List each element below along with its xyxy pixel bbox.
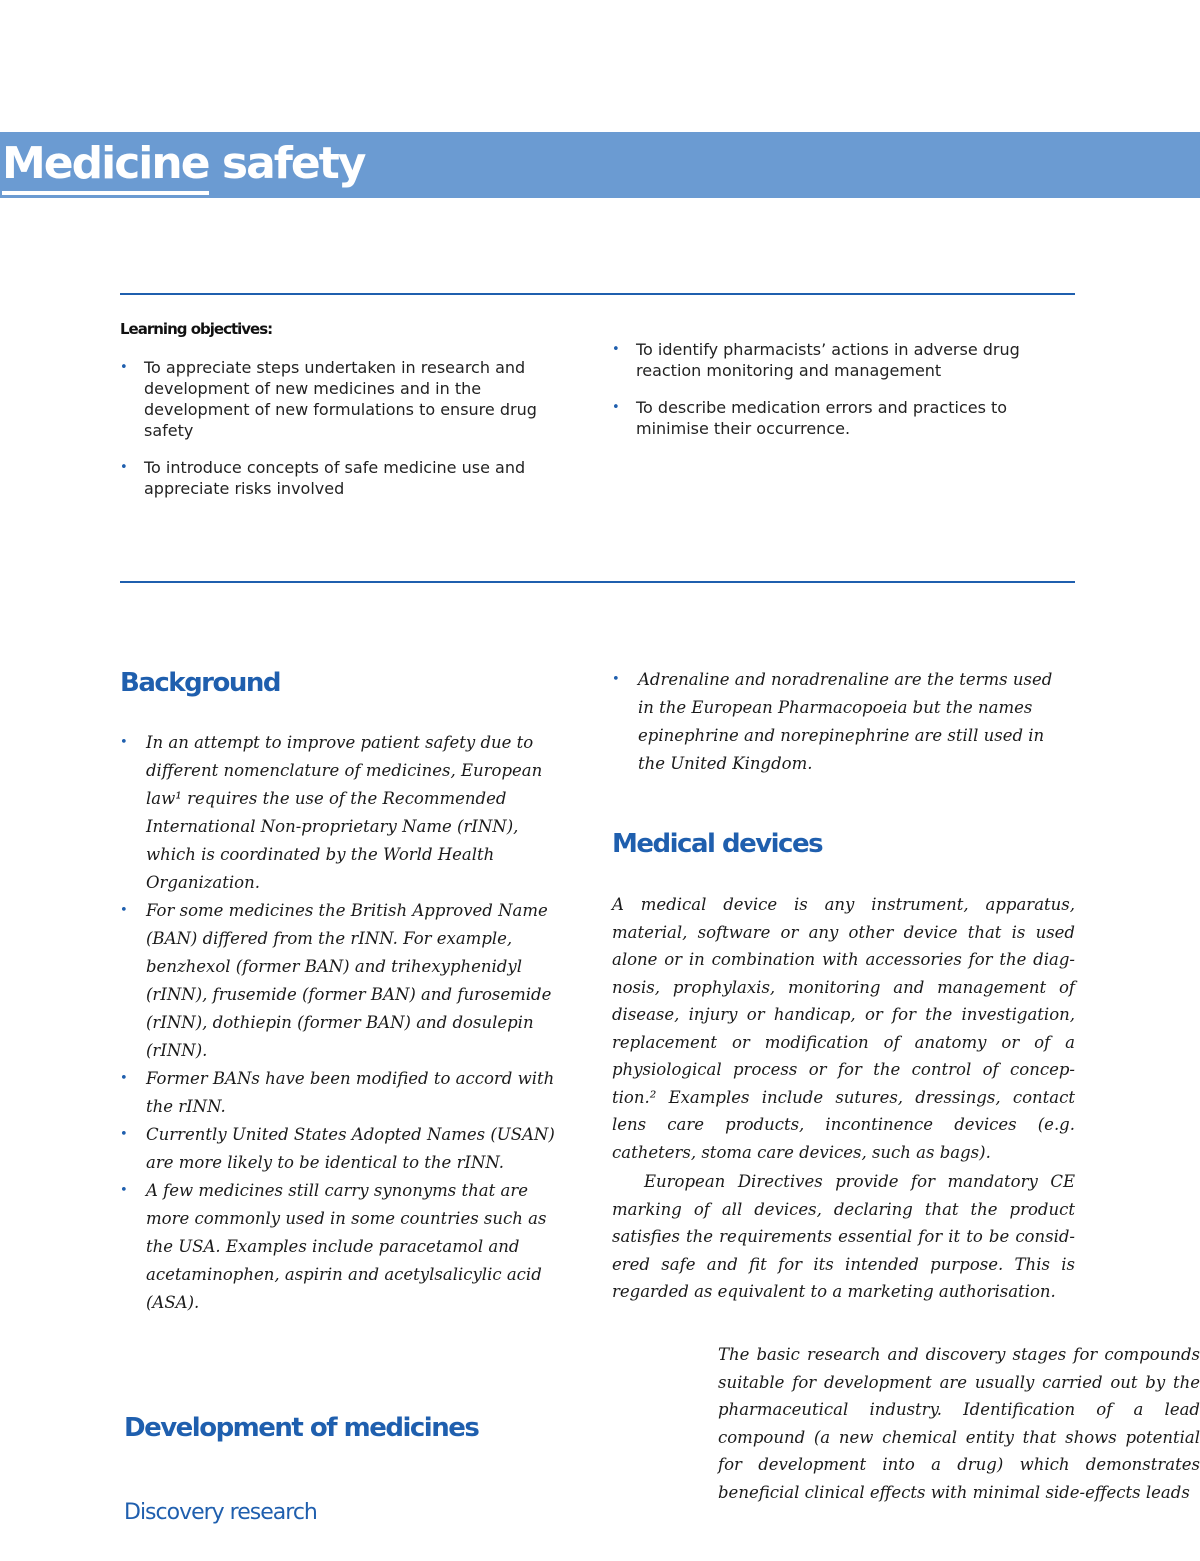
page-title: [2, 140, 364, 188]
bullet-icon: •: [612, 342, 620, 357]
objective-item: • To describe medication errors and practices to minimise their occurrence.: [612, 398, 1008, 438]
development-heading: Development of medicines: [124, 1413, 479, 1443]
title-word-1: Medicine: [2, 138, 209, 195]
background-heading: Background: [120, 668, 280, 698]
bullet-icon: •: [120, 1071, 128, 1086]
discovery-subheading: Discovery research: [124, 1500, 317, 1525]
list-item: • Former BANs have been modified to accord with the rINN.: [120, 1065, 570, 1121]
objectives-top-rule: [120, 293, 1075, 295]
discovery-paragraph: The basic research and discovery stages for compounds suitable for development are usually carried out by the pharmaceutical industry. Identification of a lead compound (a new chemical entity that shows potential for development into a drug) which demonstrates beneficial clinical effects with minimal side-effects leads: [718, 1345, 1200, 1502]
objectives-list-right: [612, 339, 1052, 455]
list-item: • Currently United States Adopted Names (USAN) are more likely to be identical to the rINN.: [120, 1121, 570, 1177]
medical-devices-paragraph-1: A medical device is any instrument, apparatus, material, software or any other device that is used alone or in combination with accessories for the diag-nosis, prophylaxis, monitoring and management of disease, injury or handicap, or for the investigation, replacement or modification of anatomy or of a physiological process or for the control of concep-tion.² Examples include sutures, dressings, contact lens care products, incontinence devices (e.g. catheters, stoma care devices, such as bags).: [612, 895, 1075, 1162]
bullet-icon: •: [120, 1183, 128, 1198]
bullet-icon: •: [120, 1127, 128, 1142]
nomenclature-list-cont: [612, 666, 1067, 778]
list-item: • A few medicines still carry synonyms that are more commonly used in some countries such as the USA. Examples include paracetamol and acetaminophen, aspirin and acetylsalicylic acid (ASA).: [120, 1177, 570, 1317]
medical-devices-paragraph-2: European Directives provide for mandatory CE marking of all devices, declaring that the product satisfies the requirements essential for it to be consid-ered safe and fit for its intended purpose. This is regarded as equivalent to a marketing authorisation.: [612, 1172, 1075, 1301]
bullet-icon: •: [120, 460, 128, 475]
bullet-icon: •: [612, 400, 620, 415]
objectives-bottom-rule: [120, 581, 1075, 583]
objectives-label: Learning objectives:: [120, 320, 273, 338]
title-word-2: safety: [221, 138, 365, 189]
list-item: • Adrenaline and noradrenaline are the terms used in the European Pharmacopoeia but the names epinephrine and norepinephrine are still used in the United Kingdom.: [612, 666, 1067, 778]
bullet-icon: •: [120, 735, 128, 750]
objectives-list-left: [120, 357, 540, 515]
objective-item: • To identify pharmacists’ actions in adverse drug reaction monitoring and management: [612, 340, 1020, 380]
list-item: • In an attempt to improve patient safety due to different nomenclature of medicines, European law¹ requires the use of the Recommended International Non-proprietary Name (rINN), which is coordinated by the World Health Organization.: [120, 729, 570, 897]
list-item: • For some medicines the British Approved Name (BAN) differed from the rINN. For example, benzhexol (former BAN) and trihexyphenidyl (rINN), frusemide (former BAN) and furosemide (rINN), dothiepin (former BAN) and dosulepin (rINN).: [120, 897, 570, 1065]
bullet-icon: •: [120, 903, 128, 918]
bullet-icon: •: [612, 672, 620, 687]
objective-item: • To appreciate steps undertaken in research and development of new medicines and in the development of new formulations to ensure drug safety: [120, 358, 537, 440]
medical-devices-heading: Medical devices: [612, 829, 823, 859]
bullet-icon: •: [120, 360, 128, 375]
background-list: [120, 729, 570, 1317]
objective-item: • To introduce concepts of safe medicine use and appreciate risks involved: [120, 458, 526, 498]
